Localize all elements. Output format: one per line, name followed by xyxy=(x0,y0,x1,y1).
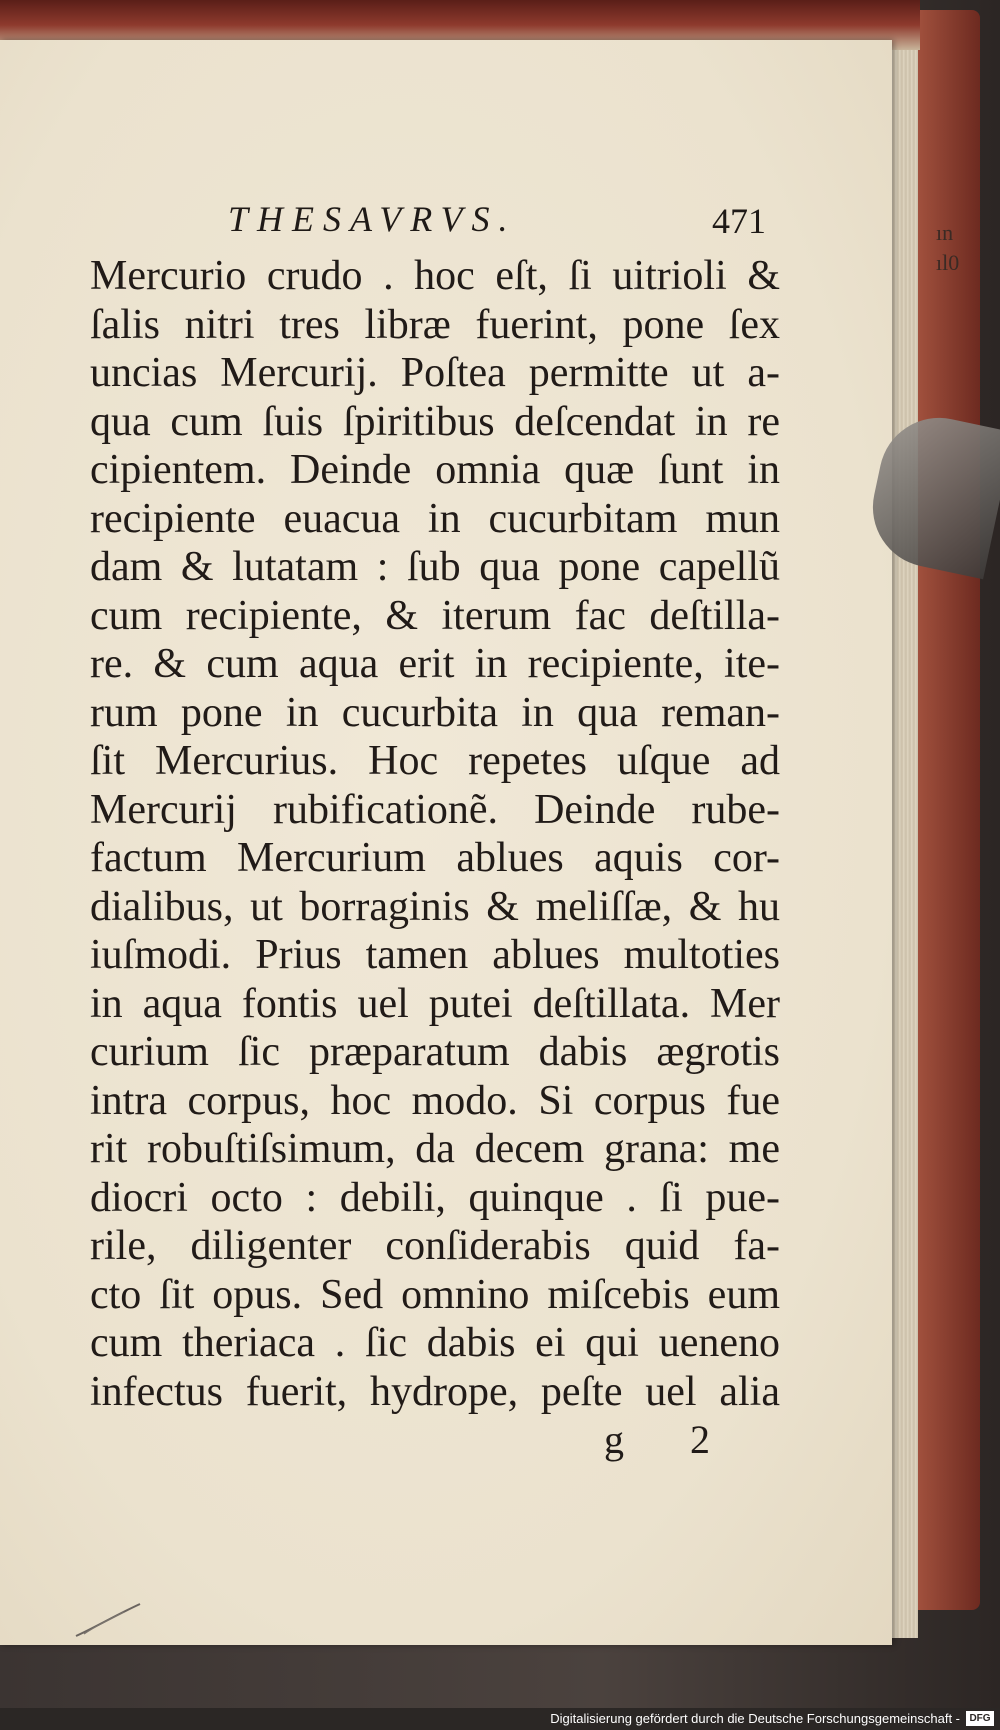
text-line: uncias Mercurij. Poſtea permitte ut a- xyxy=(90,350,780,396)
text-line: cum recipiente, & iterum fac deſtilla- xyxy=(90,592,780,639)
text-line: re. & cum aqua erit in recipiente, ite- xyxy=(90,641,780,687)
text-line: cipientem. Deinde omnia quæ ſunt in xyxy=(90,447,780,493)
running-title: THESAVRVS. xyxy=(228,199,517,239)
text-line: dialibus, ut borraginis & meliſſæ, & hu xyxy=(90,883,780,930)
footer-credit: Digitalisierung gefördert durch die Deutsche Forschungsgemeinschaft - xyxy=(550,1711,960,1726)
text-line: rile, diligenter conſiderabis quid fa- xyxy=(90,1223,780,1269)
text-line: qua cum ſuis ſpiritibus deſcendat in re xyxy=(90,398,780,445)
dfg-badge: DFG xyxy=(966,1711,994,1726)
edge-annotation xyxy=(936,218,976,278)
text-line: diocri octo : debili, quinque . ſi pue- xyxy=(90,1174,780,1221)
page-number: 471 xyxy=(712,201,766,241)
text-line: ſit Mercurius. Hoc repetes uſque ad xyxy=(90,738,780,784)
text-line: recipiente euacua in cucurbitam mun xyxy=(90,495,780,542)
signature-mark: g 2 xyxy=(604,1417,738,1462)
edge-mark: ın xyxy=(936,220,954,245)
pencil-mark-icon xyxy=(74,1600,144,1640)
text-line: intra corpus, hoc modo. Si corpus fue xyxy=(90,1077,780,1124)
text-line: rit robuſtiſsimum, da decem grana: me xyxy=(90,1126,780,1172)
running-head xyxy=(100,198,790,248)
text-line: ſalis nitri tres libræ fuerint, pone ſex xyxy=(90,301,780,348)
text-line: curium ſic præparatum dabis ægrotis xyxy=(90,1029,780,1075)
edge-mark: ıl0 xyxy=(936,250,960,275)
text-line: factum Mercurium ablues aquis cor- xyxy=(90,835,780,881)
text-line: cum theriaca . ſic dabis ei qui ueneno xyxy=(90,1320,780,1366)
body-text xyxy=(90,252,780,1416)
text-line: Mercurio crudo . hoc eſt, ſi uitrioli & xyxy=(90,253,780,299)
text-line: dam & lutatam : ſub qua pone capellũ xyxy=(90,544,780,590)
text-line: infectus fuerit, hydrope, peſte uel alia xyxy=(90,1368,780,1415)
text-line: iuſmodi. Prius tamen ablues multoties xyxy=(90,932,780,978)
book-page xyxy=(0,40,892,1645)
text-line: Mercurij rubificationẽ. Deinde rube- xyxy=(90,786,780,833)
text-line: cto ſit opus. Sed omnino miſcebis eum xyxy=(90,1271,780,1318)
text-line: rum pone in cucurbita in qua reman- xyxy=(90,689,780,736)
text-line: in aqua fontis uel putei deſtillata. Mer xyxy=(90,980,780,1027)
